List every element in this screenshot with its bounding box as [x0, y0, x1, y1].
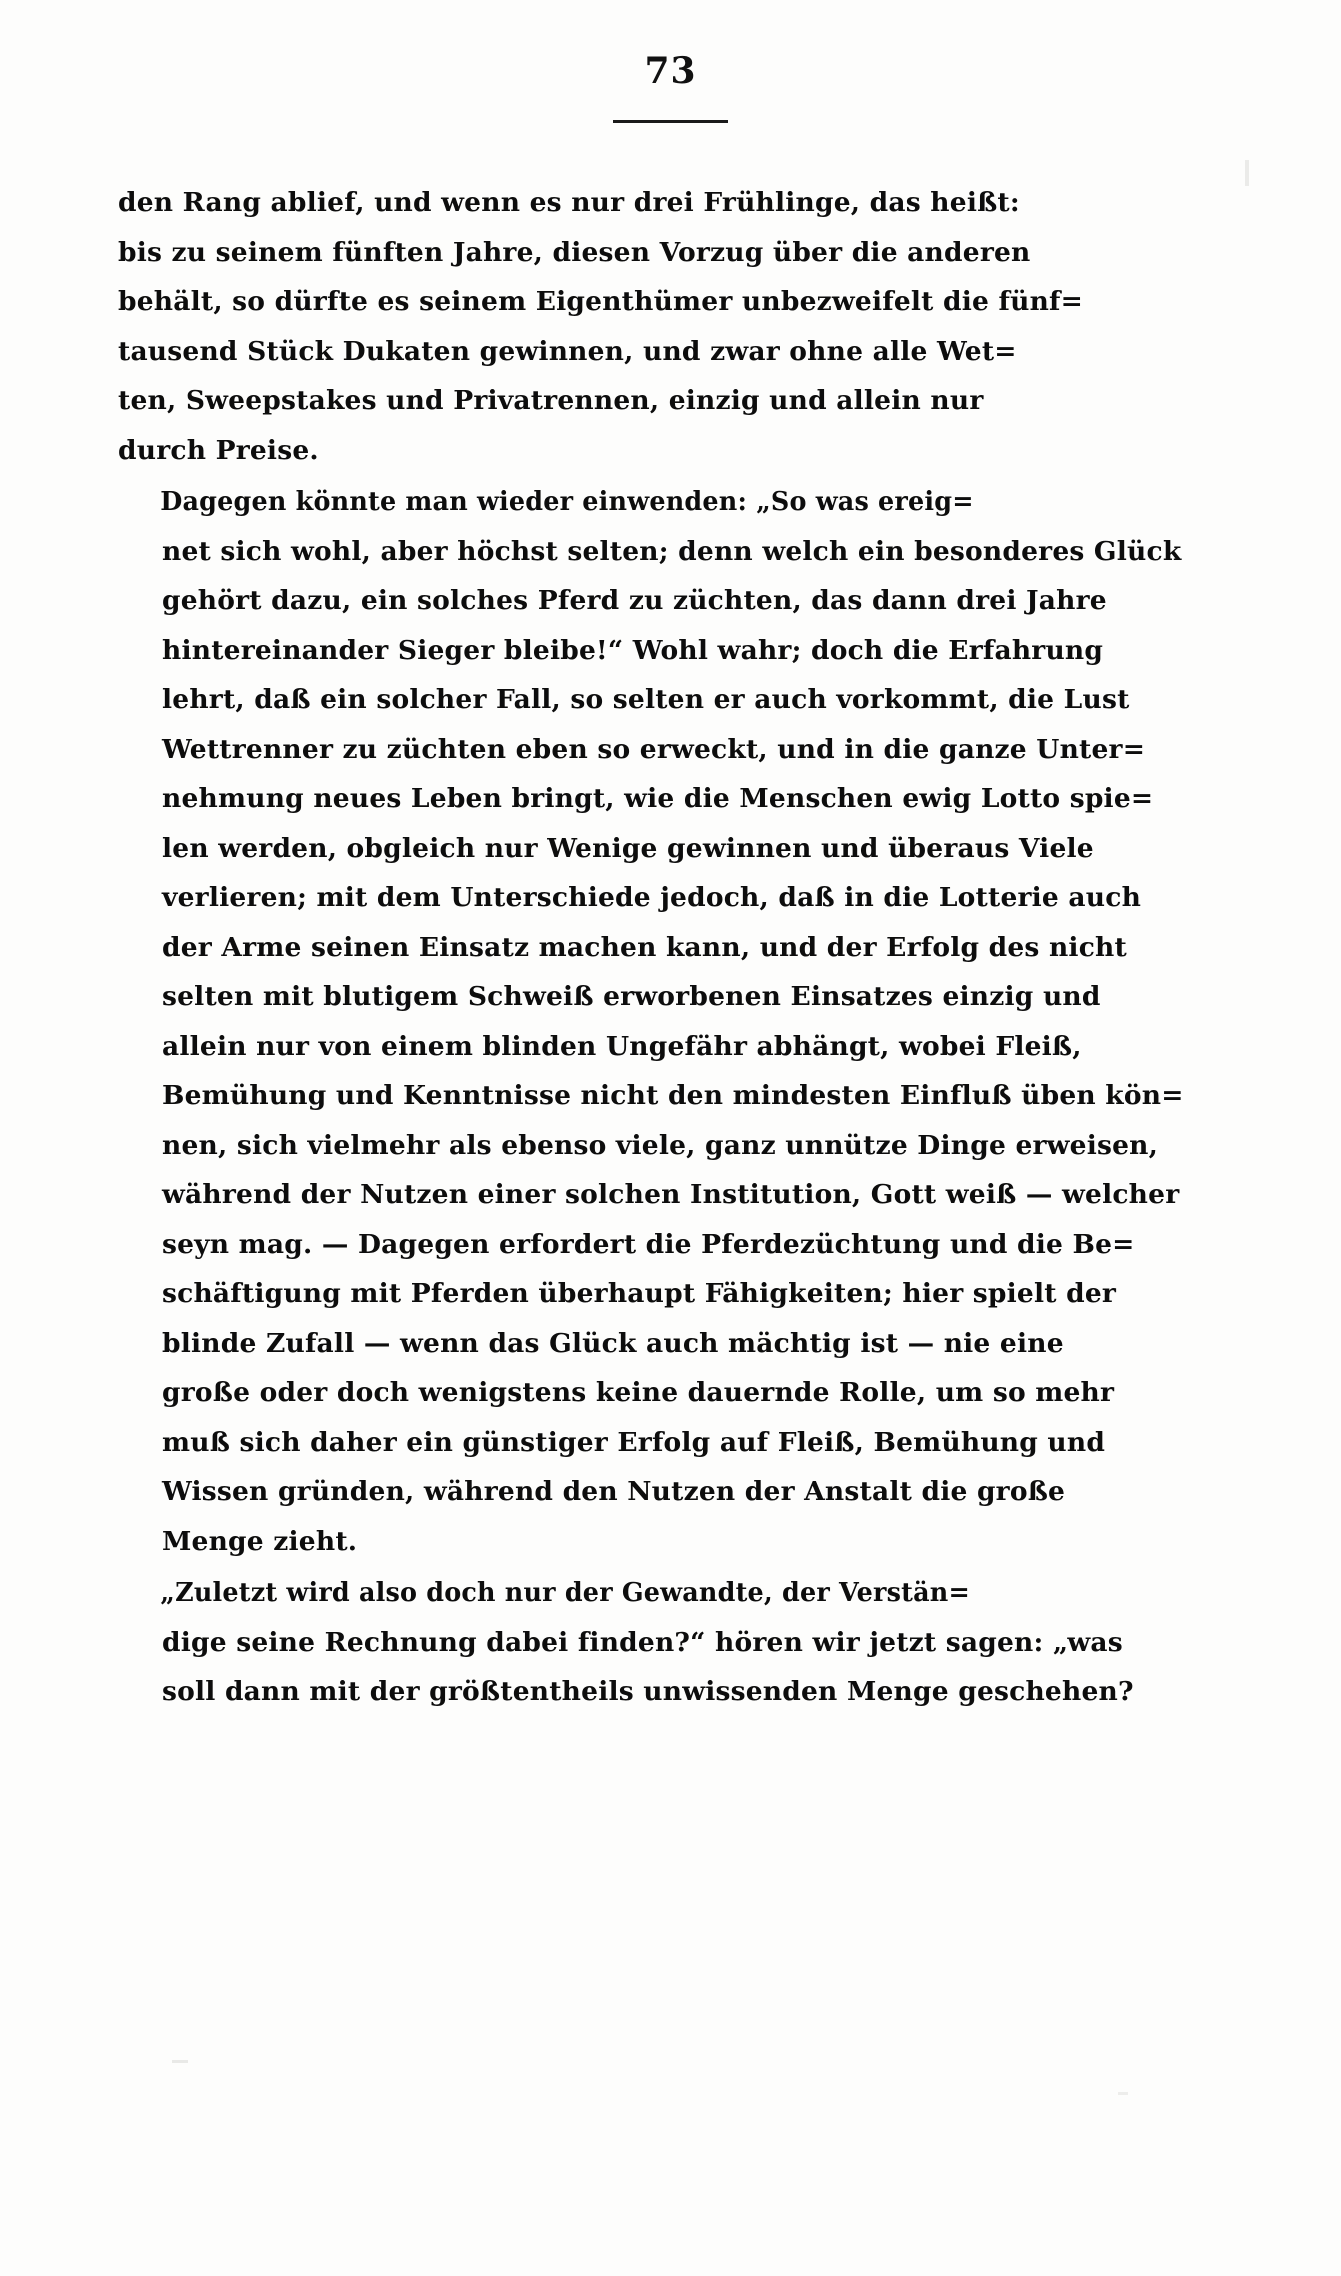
- text-line: Dagegen könnte man wieder einwenden: „So was ereig=: [160, 486, 974, 517]
- text-line: Menge zieht.: [162, 1525, 358, 1557]
- paragraph-2: [118, 477, 1223, 1566]
- text-line: blinde Zufall — wenn das Glück auch mächtig ist — nie eine: [162, 1327, 1064, 1359]
- text-line: muß sich daher ein günstiger Erfolg auf Fleiß, Bemühung und: [162, 1426, 1106, 1458]
- text-line: dige seine Rechnung dabei finden?“ hören wir jetzt sagen: „was: [162, 1626, 1123, 1658]
- text-line: allein nur von einem blinden Ungefähr abhängt, wobei Fleiß,: [162, 1030, 1082, 1062]
- text-line: „Zuletzt wird also doch nur der Gewandte, der Verstän=: [160, 1577, 970, 1608]
- text-line: tausend Stück Dukaten gewinnen, und zwar ohne alle Wet=: [118, 335, 1017, 367]
- scan-artifact-bottom-left: [172, 2060, 188, 2063]
- scan-artifact-bottom-right: [1118, 2092, 1128, 2095]
- scan-artifact-right: [1245, 160, 1249, 186]
- page-number: 73: [644, 50, 697, 92]
- body-text: [118, 178, 1223, 1717]
- text-line: net sich wohl, aber höchst selten; denn welch ein besonderes Glück: [162, 535, 1182, 567]
- text-line: Wissen gründen, während den Nutzen der Anstalt die große: [162, 1476, 1066, 1507]
- text-line: schäftigung mit Pferden überhaupt Fähigkeiten; hier spielt der: [162, 1278, 1117, 1309]
- text-line: soll dann mit der größtentheils unwissenden Menge geschehen?: [162, 1676, 1134, 1707]
- text-line: verlieren; mit dem Unterschiede jedoch, daß in die Lotterie auch: [162, 882, 1142, 913]
- text-line: nehmung neues Leben bringt, wie die Menschen ewig Lotto spie=: [162, 783, 1154, 814]
- text-line: behält, so dürfte es seinem Eigenthümer unbezweifelt die fünf=: [118, 286, 1084, 317]
- text-line: lehrt, daß ein solcher Fall, so selten er auch vorkommt, die Lust: [162, 684, 1130, 715]
- text-line: Wettrenner zu züchten eben so erweckt, und in die ganze Unter=: [162, 733, 1146, 765]
- header-rule: [613, 120, 728, 123]
- text-line: selten mit blutigem Schweiß erworbenen Einsatzes einzig und: [162, 981, 1101, 1012]
- text-line: während der Nutzen einer solchen Institution, Gott weiß — welcher: [162, 1179, 1180, 1210]
- text-line: seyn mag. — Dagegen erfordert die Pferdezüchtung und die Be=: [162, 1228, 1135, 1260]
- text-line: große oder doch wenigstens keine dauernde Rolle, um so mehr: [162, 1377, 1115, 1408]
- text-line: bis zu seinem fünften Jahre, diesen Vorzug über die anderen: [118, 236, 1031, 268]
- text-line: den Rang ablief, und wenn es nur drei Frühlinge, das heißt:: [118, 187, 1020, 218]
- text-line: durch Preise.: [118, 434, 319, 466]
- text-line: gehört dazu, ein solches Pferd zu züchten, das dann drei Jahre: [162, 585, 1107, 616]
- text-line: ten, Sweepstakes und Privatrennen, einzig und allein nur: [118, 385, 984, 416]
- text-line: der Arme seinen Einsatz machen kann, und der Erfolg des nicht: [162, 931, 1127, 963]
- text-line: hintereinander Sieger bleibe!“ Wohl wahr; doch die Erfahrung: [162, 634, 1104, 666]
- text-line: nen, sich vielmehr als ebenso viele, ganz unnütze Dinge erweisen,: [162, 1129, 1159, 1161]
- paragraph-1: [118, 178, 1223, 475]
- text-line: Bemühung und Kenntnisse nicht den mindesten Einfluß üben kön=: [162, 1080, 1184, 1111]
- text-line: len werden, obgleich nur Wenige gewinnen und überaus Viele: [162, 832, 1094, 864]
- paragraph-3: [118, 1568, 1223, 1717]
